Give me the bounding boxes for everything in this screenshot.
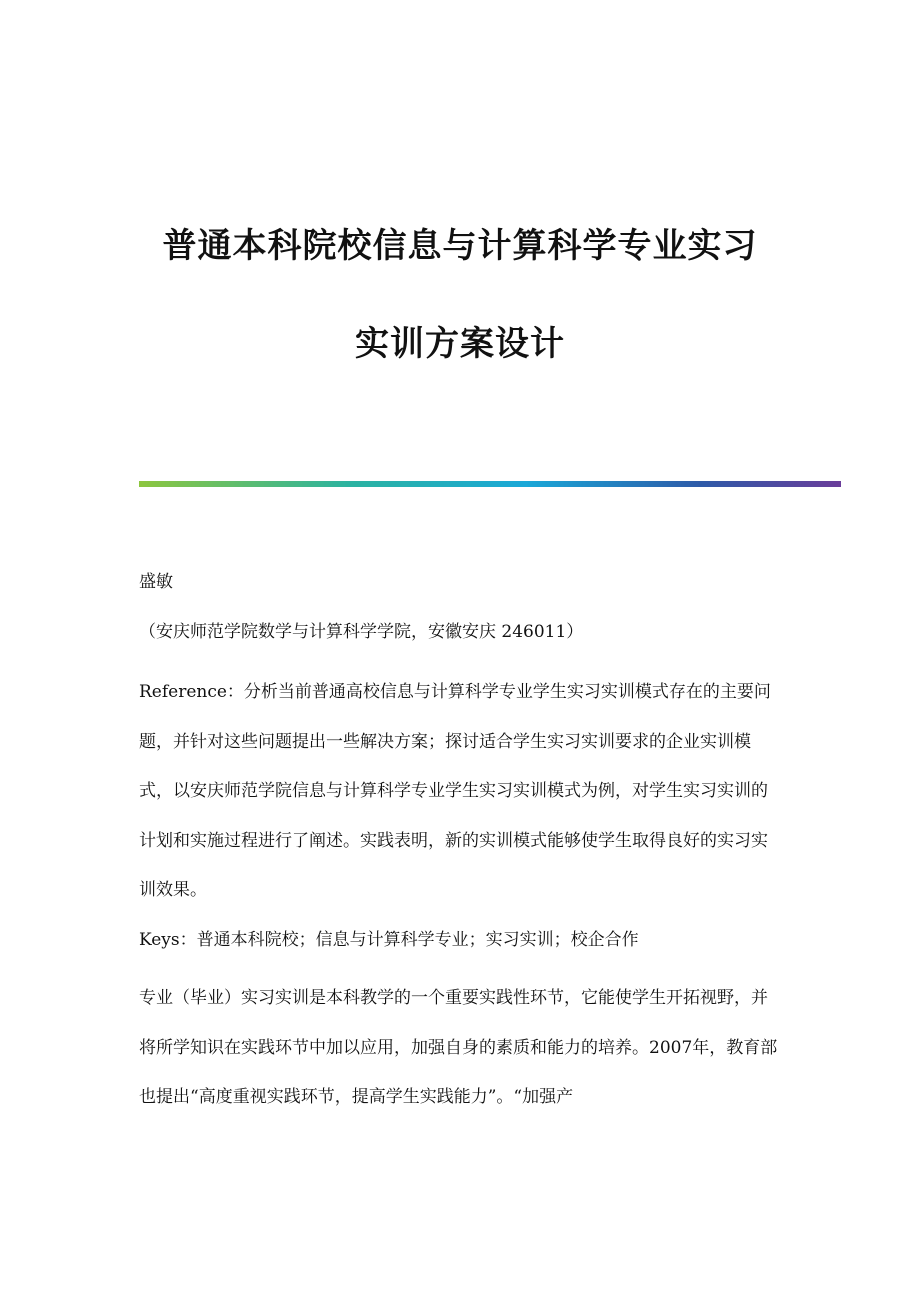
title-line-2: 实训方案设计: [355, 324, 565, 364]
keywords: Keys：普通本科院校；信息与计算科学专业；实习实训；校企合作: [139, 930, 639, 950]
author-name: 盛敏: [139, 572, 173, 592]
author-affiliation: （安庆师范学院数学与计算科学学院，安徽安庆 246011）: [139, 622, 584, 642]
title-divider: [139, 481, 841, 487]
title-line-1: 普通本科院校信息与计算科学专业实习: [162, 226, 758, 266]
abstract: Reference：分析当前普通高校信息与计算科学专业学生实习实训模式存在的主要问题，并针对这些问题提出一些解决方案；探讨适合学生实习实训要求的企业实训模式，以安庆师范学院信息与计算科学专业学生实习实训模式为例，对学生实习实训的计划和实施过程进行了阐述。实践表明，新的实训模式能够使学生取得良好的实习实训效果。: [139, 682, 771, 900]
body-paragraph: 专业（毕业）实习实训是本科教学的一个重要实践性环节，它能使学生开拓视野，并将所学知识在实践环节中加以应用，加强自身的素质和能力的培养。2007年，教育部也提出“高度重视实践环节，提高学生实践能力”。“加强产: [139, 988, 778, 1107]
